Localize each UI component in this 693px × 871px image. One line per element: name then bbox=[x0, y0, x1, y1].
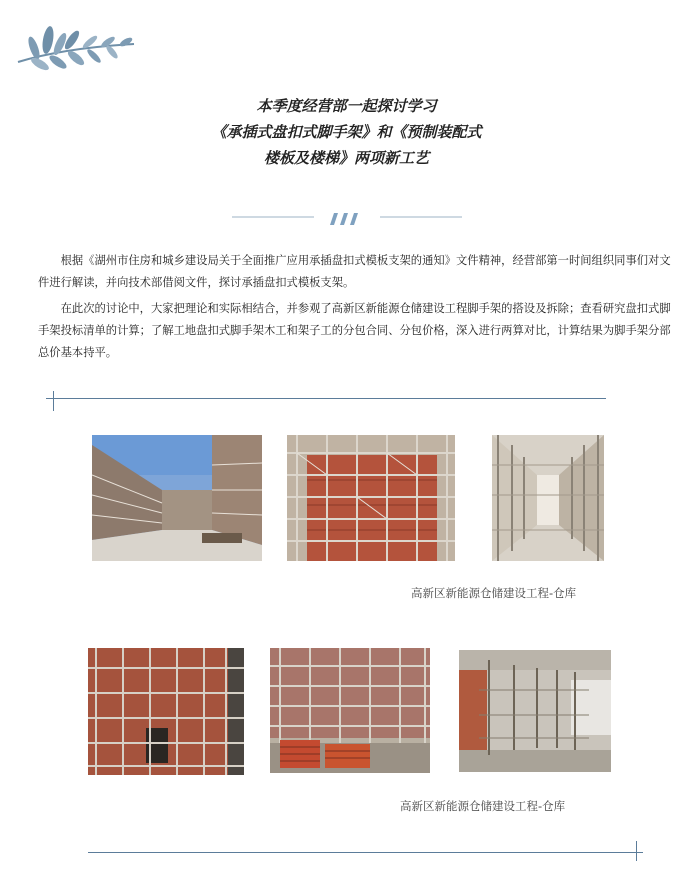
section-rule-bottom bbox=[88, 852, 643, 853]
photo-scaffold-corridor bbox=[492, 435, 604, 561]
photo-scaffold-brick-wall bbox=[287, 435, 455, 561]
photo-scaffold-building-facade bbox=[88, 648, 244, 775]
page-title-line1: 本季度经营部一起探讨学习 bbox=[256, 97, 437, 115]
section-rule-top bbox=[46, 398, 606, 399]
leaf-branch-icon bbox=[14, 18, 138, 72]
body-paragraph-2: 在此次的讨论中，大家把理论和实际相结合，并参观了高新区新能源仓储建设工程脚手架的搭设及拆除；查看研究盘扣式脚手架投标清单的计算；了解工地盘扣式脚手架木工和架子工的分包合同、分包价格，深入进行两算对比，计算结果为脚手架分部总价基本持平。 bbox=[38, 302, 671, 359]
photo-scaffold-wall-bricks bbox=[270, 648, 430, 773]
gallery-caption-1: 高新区新能源仓储建设工程-仓库 bbox=[411, 586, 577, 600]
page-title-line3: 楼板及楼梯》两项新工艺 bbox=[263, 149, 429, 167]
gallery-caption-2: 高新区新能源仓储建设工程-仓库 bbox=[400, 799, 566, 813]
photo-warehouse-courtyard bbox=[92, 435, 262, 561]
section-rule-top-tick bbox=[53, 391, 54, 411]
title-divider bbox=[232, 213, 462, 227]
section-rule-bottom-tick bbox=[636, 841, 637, 861]
photo-interior-scaffold bbox=[459, 650, 611, 772]
page-title-line2: 《承插式盘扣式脚手架》和《预制装配式 bbox=[211, 123, 482, 141]
body-paragraph-1: 根据《湖州市住房和城乡建设局关于全面推广应用承插盘扣式模板支架的通知》文件精神，经营部第一时间组织同事们对文件进行解读，并向技术部借阅文件，探讨承插盘扣式模板支架。 bbox=[38, 254, 671, 289]
